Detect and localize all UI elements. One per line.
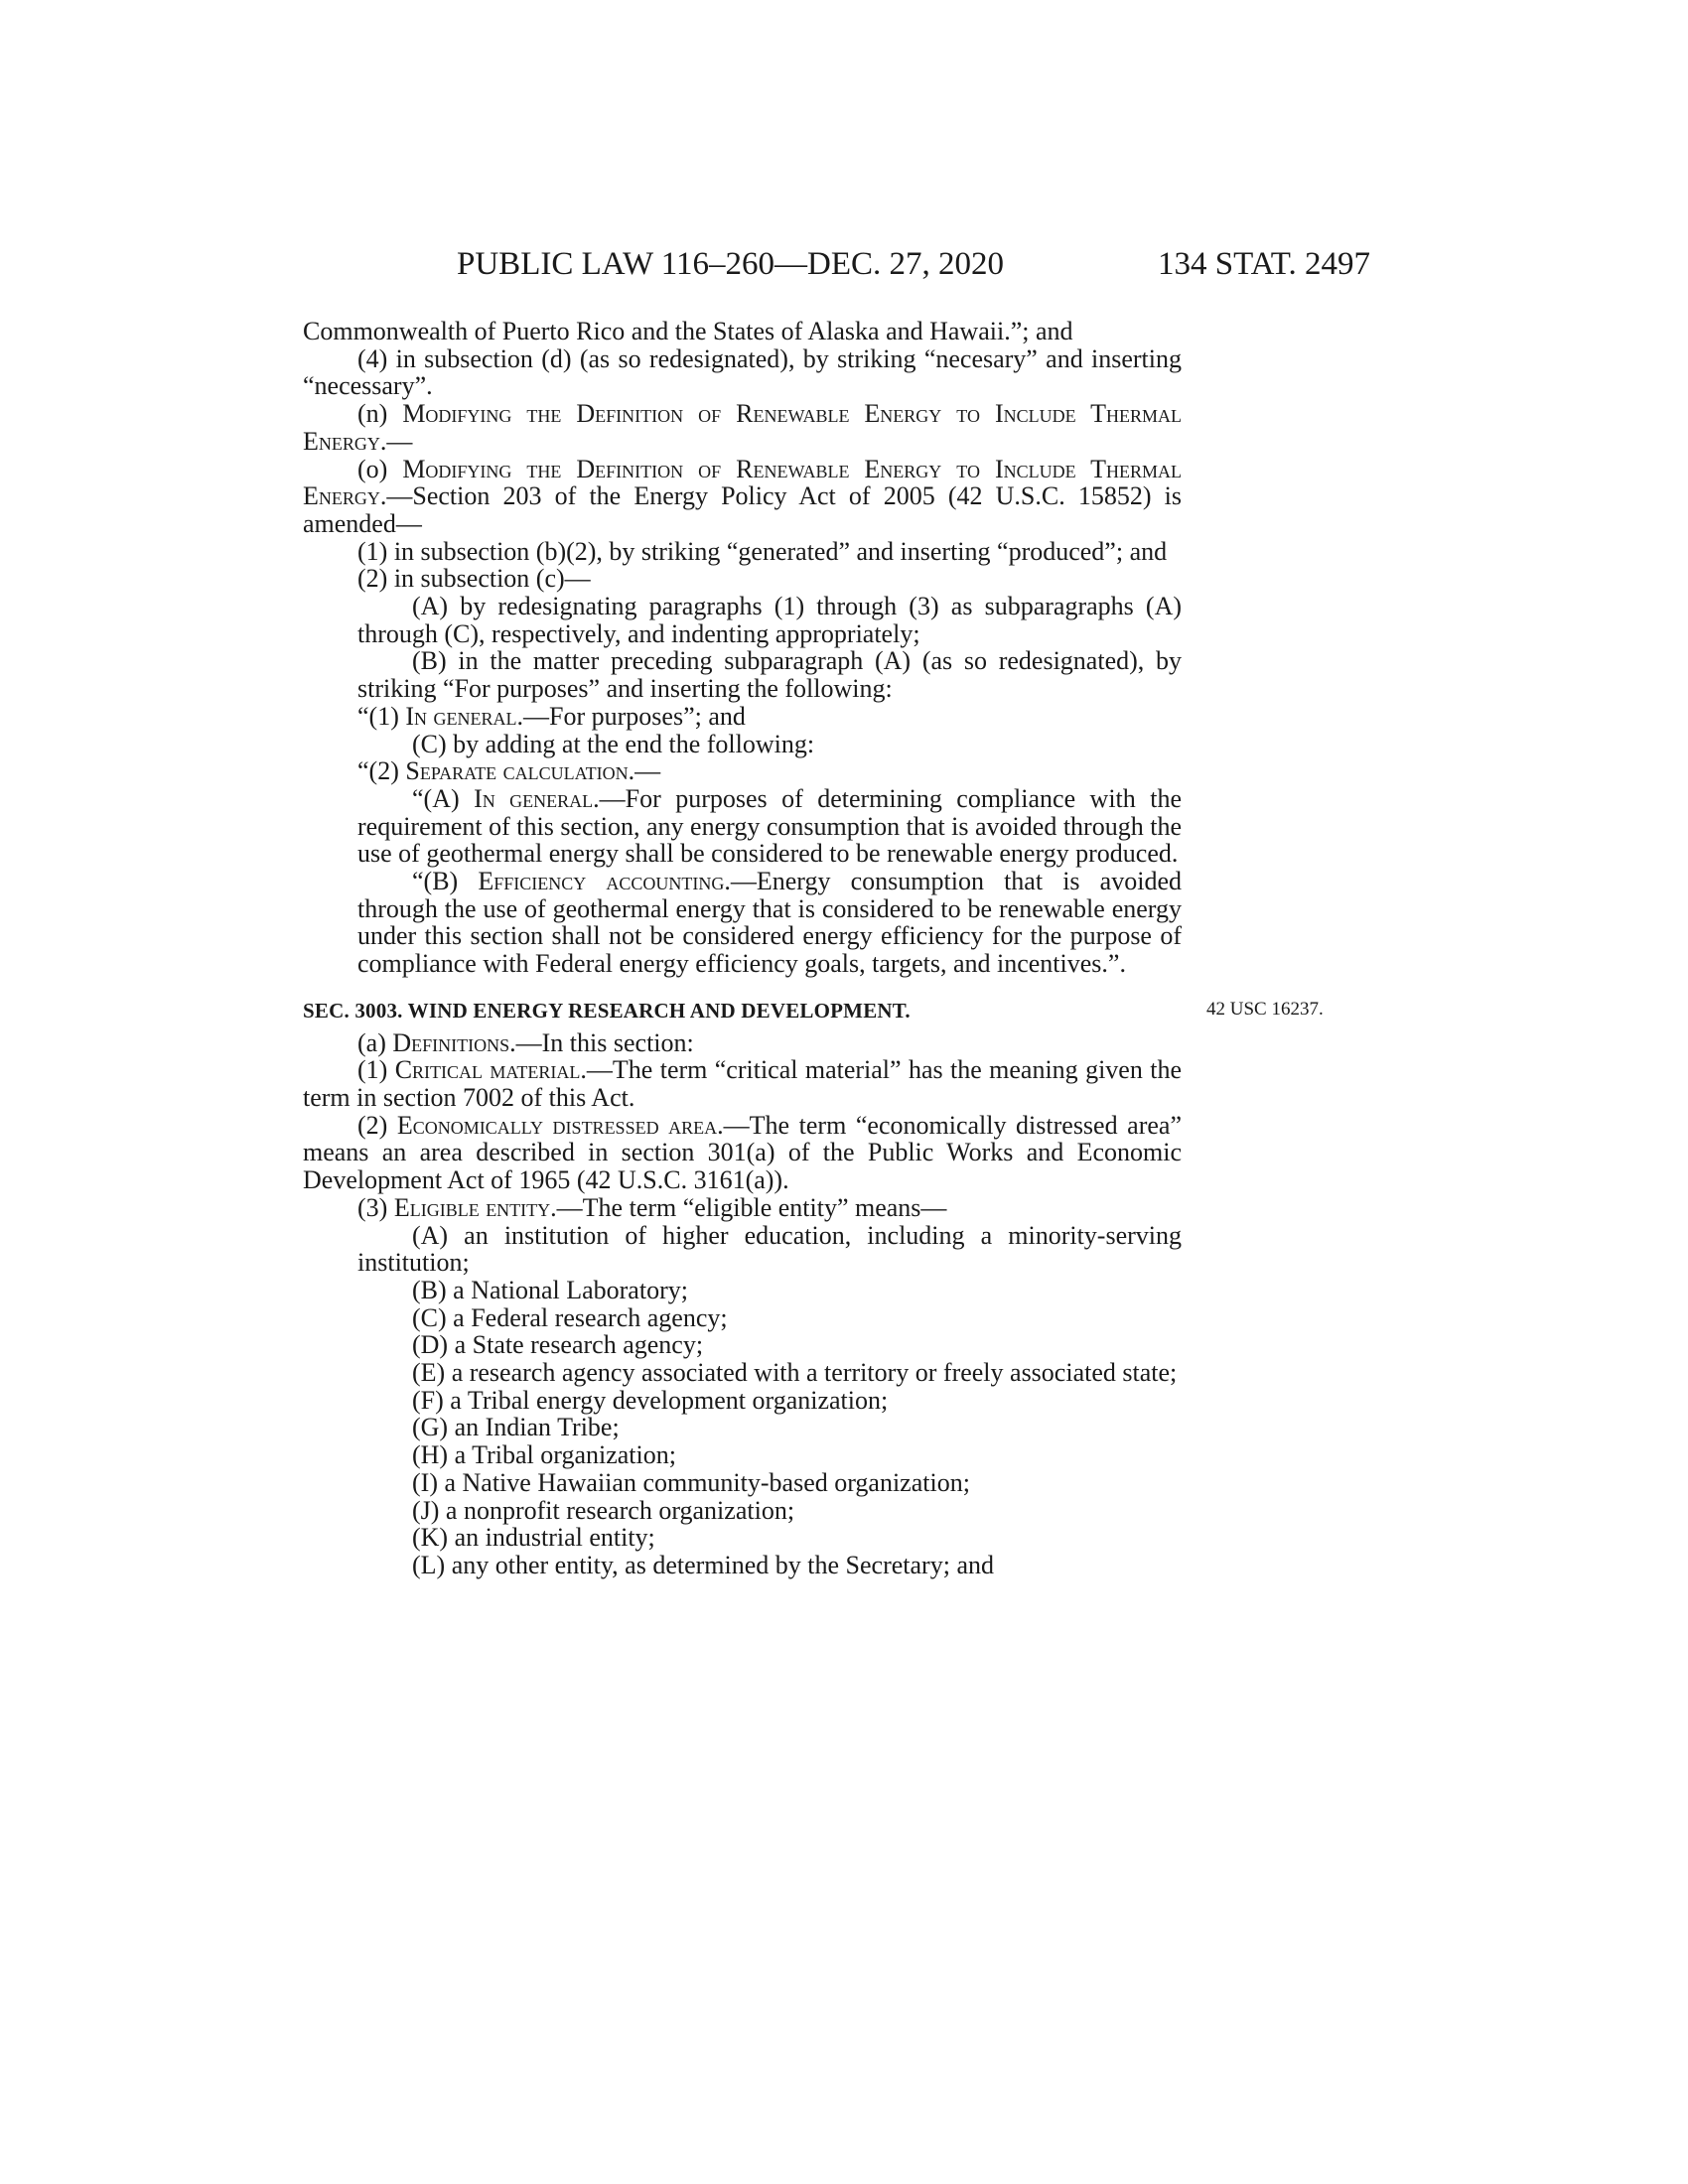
subsection-o-heading: Modifying the Definition of Renewable Energy to Include Thermal Energy. [303,454,1182,511]
definition-1-prefix: (1) [357,1055,395,1085]
quoted-paragraph-1-heading: In general. [405,701,524,731]
paragraph-4: (4) in subsection (d) (as so redesignated), by striking “necesary” and inserting “necessary”. [303,343,1182,401]
definition-3-heading: Eligible entity. [393,1192,557,1222]
subsection-a [303,1029,1182,1057]
definition-2-heading: Economically distressed area. [396,1110,724,1140]
quoted-subparagraph-A-heading: In general. [474,783,600,813]
list-item: (D) a State research agency; [412,1330,704,1360]
running-head: PUBLIC LAW 116–260—DEC. 27, 2020 [457,246,1005,282]
quoted-subparagraph-A [303,785,1182,868]
quoted-subparagraph-B [303,868,1182,978]
quoted-subparagraph-A-prefix: “(A) [412,783,475,813]
quoted-paragraph-2-prefix: “(2) [357,756,406,786]
paragraph-continuation: Commonwealth of Puerto Rico and the States of Alaska and Hawaii.”; and [303,317,1073,345]
list-item: (F) a Tribal energy development organization; [412,1385,889,1415]
paragraph-o-1-text: (1) in subsection (b)(2), by striking “generated” and inserting “produced”; and [357,536,1168,566]
paragraph-o-1 [303,538,1182,566]
subsection-a-heading: Definitions. [392,1027,516,1057]
quoted-paragraph-1 [303,703,1182,731]
definition-3 [303,1194,1182,1222]
list-item: (E) a research agency associated with a territory or freely associated state; [412,1358,1178,1388]
subsection-a-text: —In this section: [515,1027,694,1057]
quoted-subparagraph-B-heading: Efficiency accounting. [478,867,731,896]
subsection-o-prefix: (o) [357,454,403,483]
section-heading: SEC. 3003. WIND ENERGY RESEARCH AND DEVELOPMENT. [303,998,911,1023]
quoted-paragraph-1-text: —For purposes”; and [523,701,746,731]
statute-citation: 134 STAT. 2497 [1157,246,1370,282]
subsection-n-prefix: (n) [357,399,403,429]
quoted-subparagraph-B-prefix: “(B) [412,867,479,896]
list-item: (C) a Federal research agency; [412,1302,728,1332]
definition-2 [303,1112,1182,1194]
list-item: (J) a nonprofit research organization; [412,1495,795,1525]
subsection-a-prefix: (a) [357,1027,393,1057]
quoted-paragraph-2-text: — [634,756,661,786]
list-item: (L) any other entity, as determined by the Secretary; and [412,1550,994,1579]
definition-2-text: —The term “economically distressed area” means an area described in section 301(a) of the Public Works and Economic Development Act of 1965 (42 U.S.C. 3161(a)). [303,1110,1182,1195]
subparagraph-o-2-C: (C) by adding at the end the following: [412,729,815,758]
eligible-entity-list [303,1222,1182,1579]
paragraph-o-2: (2) in subsection (c)— [357,564,591,594]
subparagraph-o-2-B: (B) in the matter preceding subparagraph (A) (as so redesignated), by striking “For purposes” and inserting the following: [357,646,1182,704]
list-item: (I) a Native Hawaiian community-based organization; [412,1467,970,1497]
list-item: (A) an institution of higher education, including a minority-serving institution; [357,1220,1182,1278]
definition-1-heading: Critical material. [394,1055,587,1085]
subsection-n-heading: Modifying the Definition of Renewable Energy to Include Thermal Energy.— [303,399,1182,456]
quoted-paragraph-2 [303,757,1182,785]
subparagraph-o-2-A: (A) by redesignating paragraphs (1) through (3) as subparagraphs (A) through (C), respectively, and indenting appropriately; [357,592,1182,648]
subsection-o-text: —Section 203 of the Energy Policy Act of 2005 (42 U.S.C. 15852) is amended— [303,481,1182,538]
list-item: (B) a National Laboratory; [412,1275,688,1304]
definition-1 [303,1056,1182,1111]
quoted-subparagraph-A-text: —For purposes of determining compliance with the requirement of this section, any energy consumption that is avoided through the use of geothermal energy shall be considered to be renewable energy produced. [357,783,1182,869]
quoted-subparagraph-B-text: —Energy consumption that is avoided through the use of geothermal energy that is considered to be renewable energy under this section shall not be considered energy efficiency for the purpose of compliance with Federal energy efficiency goals, targets, and incentives.”. [357,867,1182,979]
definition-3-text: —The term “eligible entity” means— [556,1192,947,1222]
definition-2-prefix: (2) [357,1110,397,1140]
list-item: (K) an industrial entity; [412,1523,655,1553]
list-item: (G) an Indian Tribe; [412,1413,620,1442]
document-body [303,318,1182,1579]
list-item: (H) a Tribal organization; [412,1440,676,1470]
page-header [457,246,1370,286]
definition-1-text: —The term “critical material” has the meaning given the term in section 7002 of this Act. [303,1055,1182,1112]
definition-3-prefix: (3) [357,1192,394,1222]
subsection-o [303,456,1182,538]
margin-note: 42 USC 16237. [1206,998,1324,1020]
quoted-paragraph-2-heading: Separate calculation. [405,756,635,786]
quoted-paragraph-1-prefix: “(1) [357,701,406,731]
subsection-n [303,400,1182,455]
